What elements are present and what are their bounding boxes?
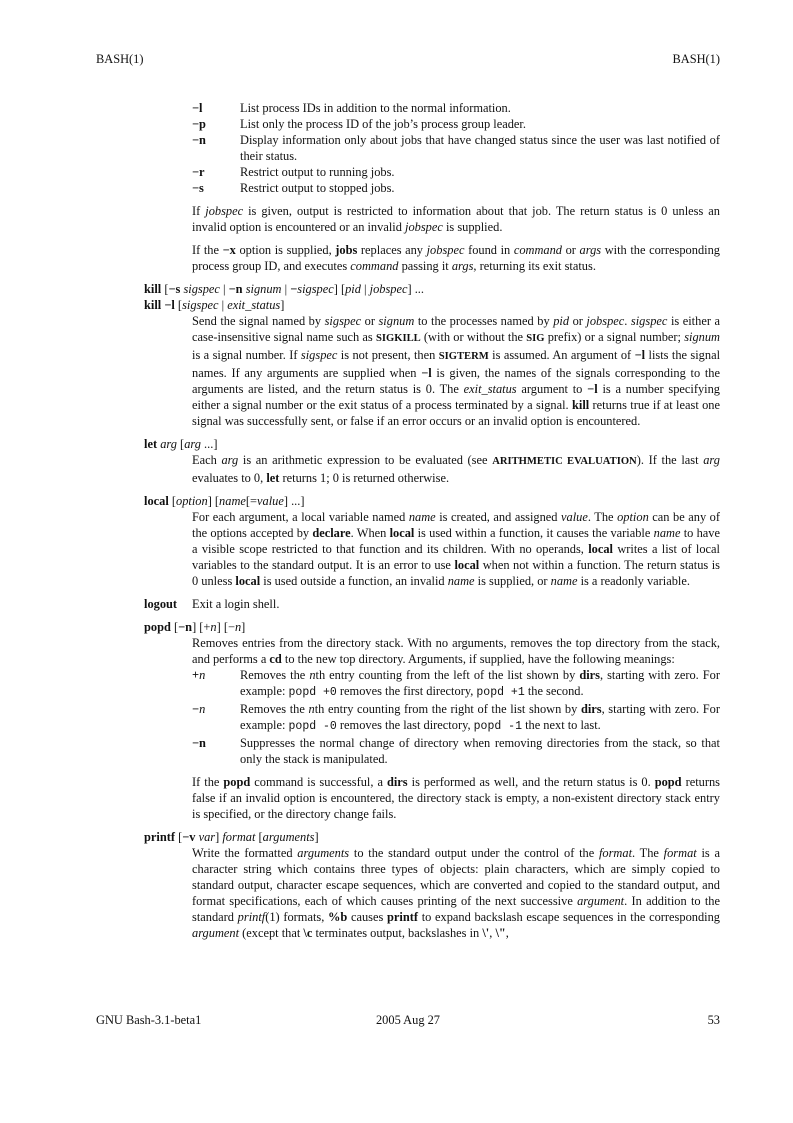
popd-synopsis: popd [−n] [+n] [−n] (144, 620, 246, 634)
jobs-option (192, 164, 720, 180)
printf-entry (144, 829, 720, 941)
jobs-option-text: Restrict output to stopped jobs. (240, 181, 395, 195)
let-entry (144, 436, 720, 486)
jobs-option (192, 132, 720, 164)
let-description: Each arg is an arithmetic expression to be evaluated (see ARITHMETIC EVALUATION). If the last arg evaluates to 0, let returns 1; 0 is returned otherwise. (192, 453, 720, 485)
popd-example-minus0: popd -0 (288, 720, 337, 733)
footer-page-number: 53 (707, 1013, 720, 1027)
jobs-option (192, 116, 720, 132)
kill-entry (144, 281, 720, 429)
printf-description: Write the formatted arguments to the standard output under the control of the format. The format is a character string which contains three types of objects: plain characters, which are simply copied to standard output, character escape sequences, which are converted and copied to the standard output, and format specifications, each of which causes printing of the next successive argument. In addition to the standard printf(1) formats, %b causes printf to expand backslash escape sequences in the corresponding argument (except that \c terminates output, backslashes in \', \", (192, 846, 720, 940)
jobs-option (192, 100, 720, 116)
popd-example-plus0: popd +0 (288, 686, 337, 699)
popd-option-minus-n: −n Removes the nth entry counting from the right of the list shown by dirs, starting with zero. For example: popd -0 removes the last directory, popd -1 the next to last. (192, 702, 720, 733)
popd-option-plus-n: +n Removes the nth entry counting from the left of the list shown by dirs, starting with zero. For example: popd +0 removes the first directory, popd +1 the second. (192, 668, 721, 699)
popd-example-plus1: popd +1 (476, 686, 525, 699)
local-synopsis: local [option] [name[=value] ...] (144, 494, 305, 508)
jobs-option-text: Restrict output to running jobs. (240, 165, 395, 179)
local-entry (144, 493, 720, 589)
kill-list-synopsis: kill −l [sigspec | exit_status] (144, 298, 285, 312)
jobs-description: If jobspec is given, output is restricted to information about that job. The return status is 0 unless an invalid option is encountered or an invalid jobspec is supplied. If the −x option is supplied, jobs replaces any jobspec found in command or args with the corresponding process group ID, and executes command passing it args, returning its exit status. (192, 204, 720, 273)
man-page-body (144, 100, 720, 941)
jobs-option-text: List only the process ID of the job’s process group leader. (240, 117, 526, 131)
footer-center: 2005 Aug 27 (375, 1013, 441, 1027)
local-description: For each argument, a local variable named name is created, and assigned value. The option can be any of the options accepted by declare. When local is used within a function, it causes the variable name to have a visible scope restricted to that function and its children. With no operands, local writes a list of local variables to the standard output. It is an error to use local when not within a function. The return status is 0 unless local is used outside a function, an invalid name is supplied, or name is a readonly variable. (192, 510, 721, 588)
popd-option-list (192, 667, 720, 767)
popd-example-minus1: popd -1 (473, 720, 522, 733)
jobs-option-flag: −n (192, 133, 206, 147)
popd-entry (144, 619, 720, 822)
jobs-option-flag: −l (192, 101, 203, 115)
logout-entry (144, 596, 720, 612)
logout-description: Exit a login shell. (192, 597, 280, 611)
jobs-option-text: Display information only about jobs that have changed status since the user was last notified of their status. (240, 133, 720, 163)
footer-left: GNU Bash-3.1-beta1 (96, 1013, 202, 1027)
jobs-option-flag: −r (192, 165, 205, 179)
let-synopsis: let arg [arg ...] (144, 437, 218, 451)
kill-synopsis: kill [−s sigspec | −n signum | −sigspec] [pid | jobspec] ... (144, 282, 425, 296)
jobs-option-flag: −s (192, 181, 204, 195)
popd-description: Removes entries from the directory stack. With no arguments, removes the top directory from the stack, and performs a cd to the new top directory. Arguments, if supplied, have the following meanings: (192, 636, 720, 666)
popd-return-description: If the popd command is successful, a dirs is performed as well, and the return status is 0. popd returns false if an invalid option is encountered, the directory stack is empty, a non-existent directory stack entry is specified, or the directory change fails. (192, 775, 720, 821)
kill-description: Send the signal named by sigspec or signum to the processes named by pid or jobspec. sigspec is either a case-insensitive signal name such as SIGKILL (with or without the SIG prefix) or a signal number; signum is a signal number. If sigspec is not present, then SIGTERM is assumed. An argument of −l lists the signal names. If any arguments are supplied when −l is given, the names of the signals corresponding to the arguments are listed, and the return status is 0. The exit_status argument to −l is a number specifying either a signal number or the exit status of a process terminated by a signal. kill returns true if at least one signal was successfully sent, or false if an error occurs or an invalid option is encountered. (192, 314, 721, 428)
jobs-option-text: List process IDs in addition to the normal information. (240, 101, 511, 115)
printf-synopsis: printf [−v var] format [arguments] (144, 830, 319, 844)
header-left: BASH(1) (96, 52, 144, 66)
popd-option-n-flag: −n Suppresses the normal change of directory when removing directories from the stack, so that only the stack is manipulated. (192, 736, 720, 766)
logout-name: logout (144, 597, 178, 611)
jobs-option-list (192, 100, 720, 196)
jobs-option-flag: −p (192, 117, 206, 131)
jobs-option (192, 180, 720, 196)
header-right: BASH(1) (672, 52, 720, 66)
